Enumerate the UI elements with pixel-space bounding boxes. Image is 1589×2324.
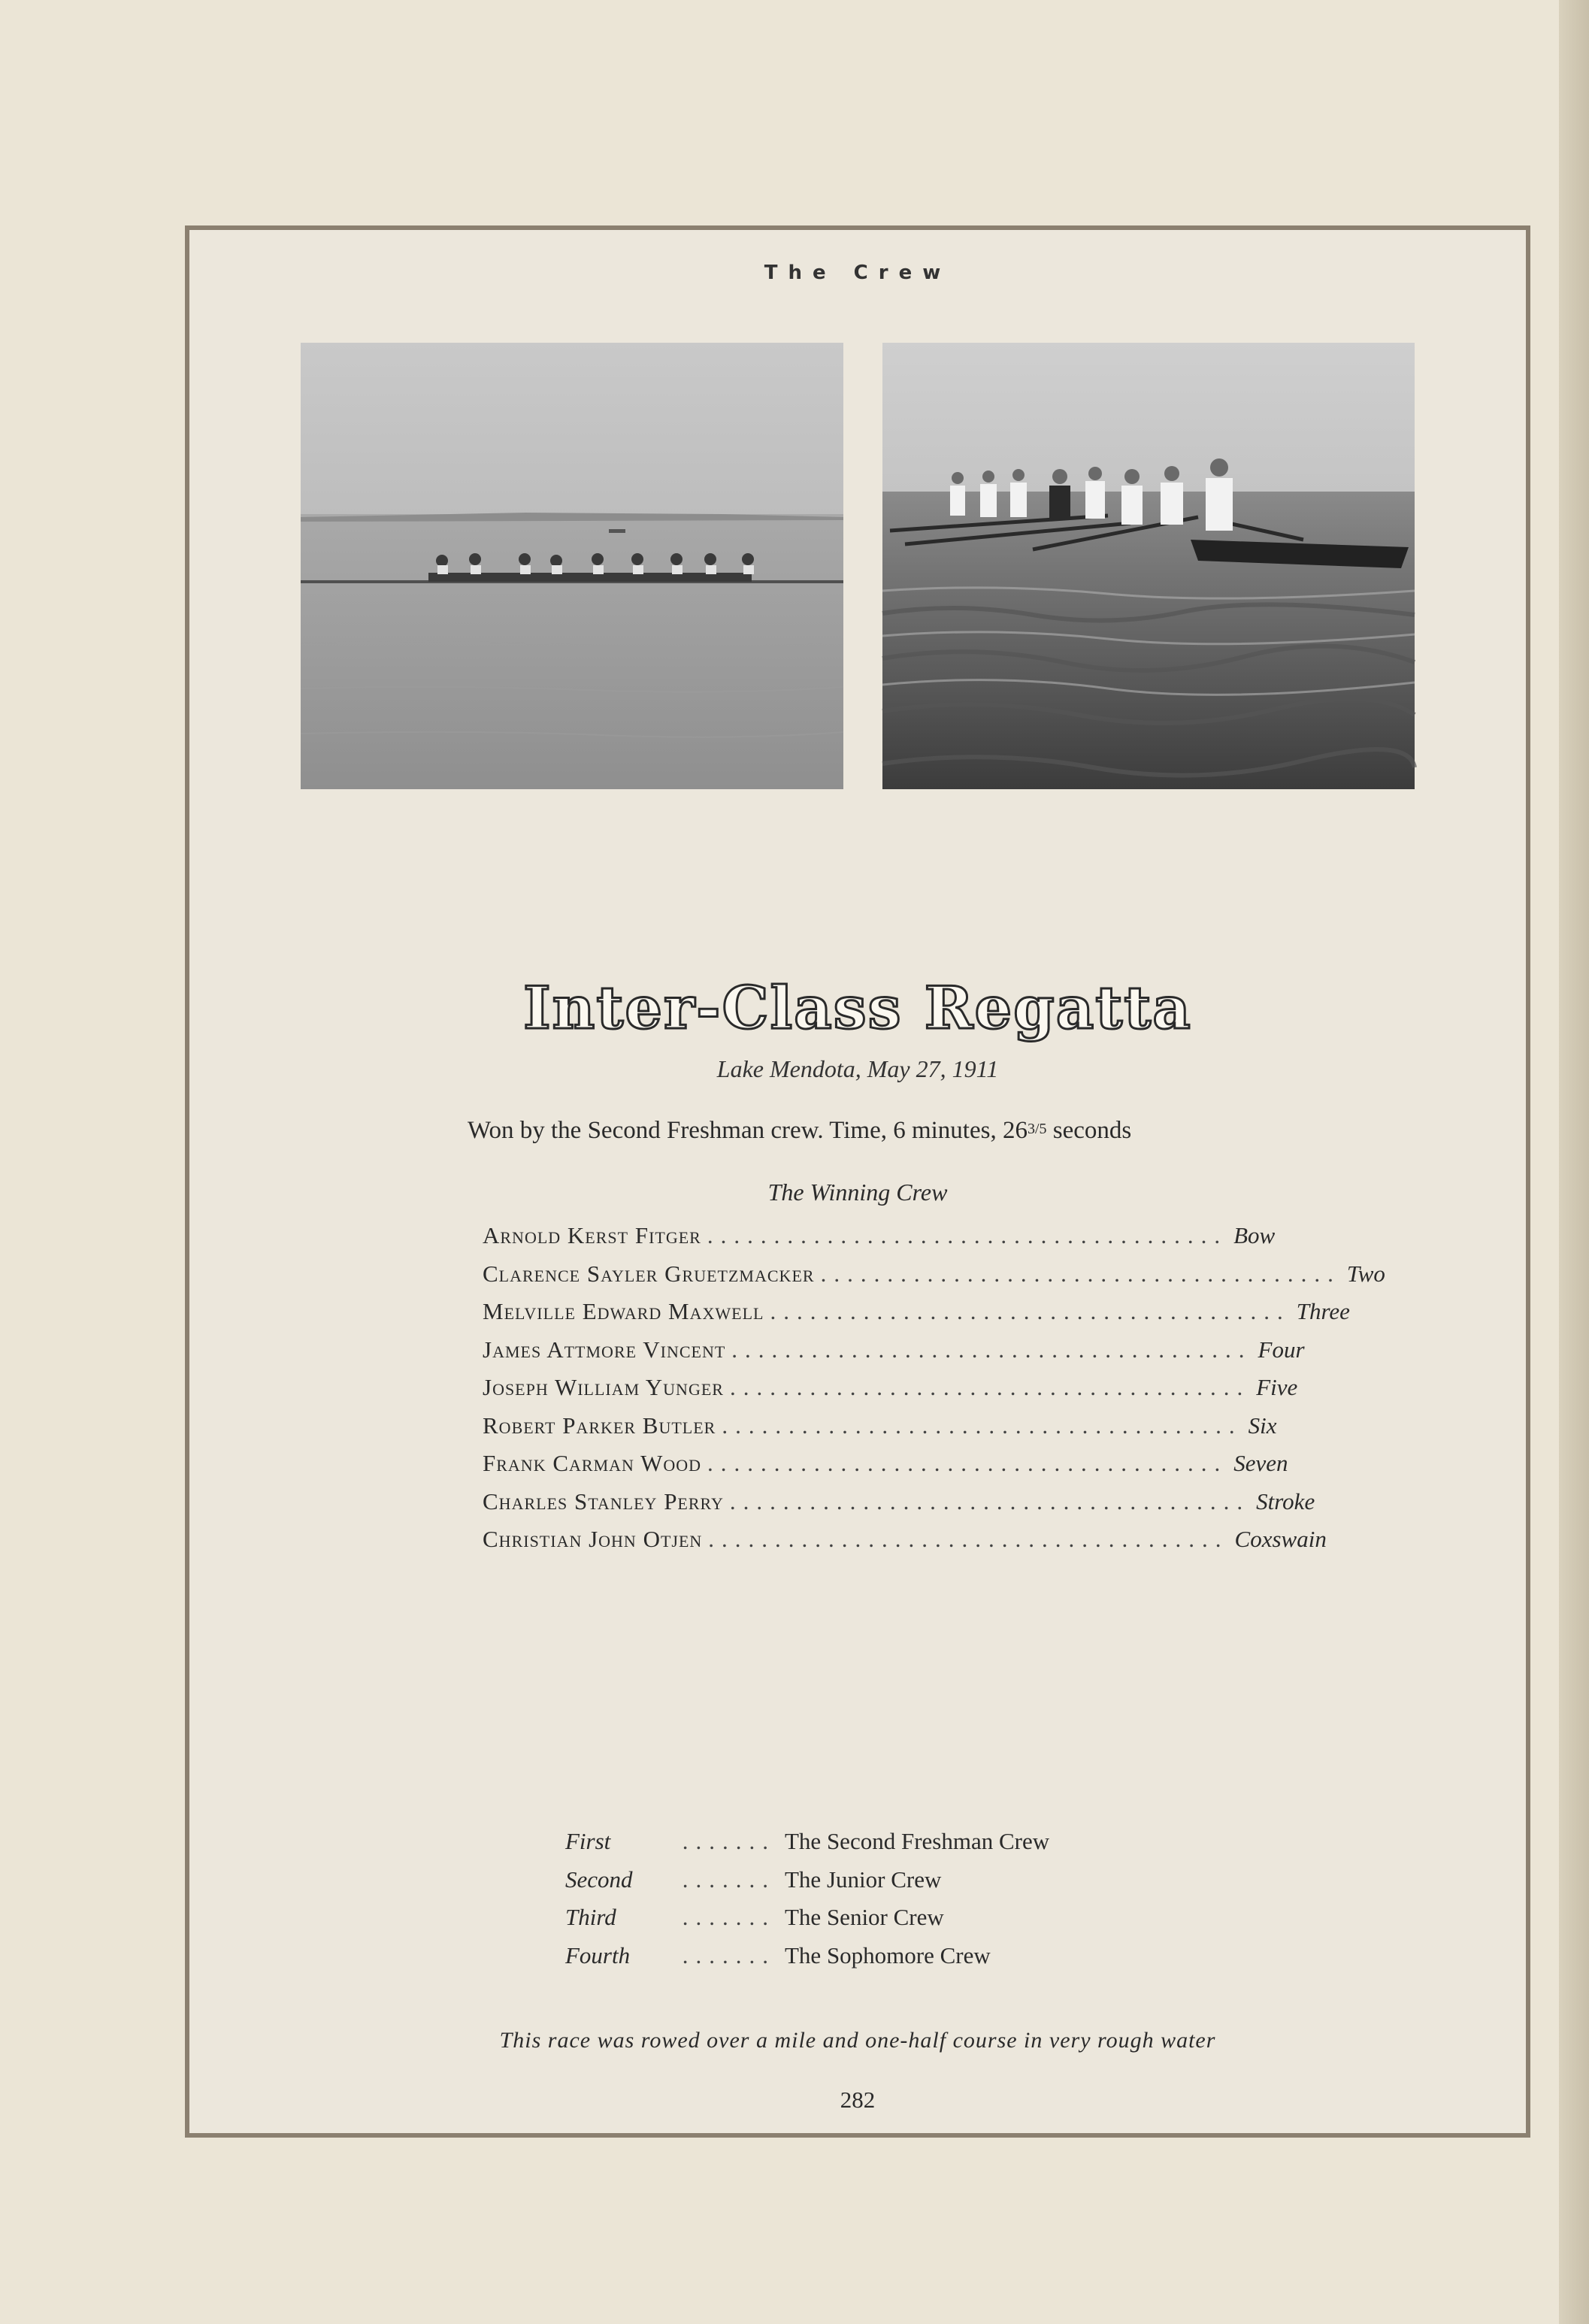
race-result [468,1117,1445,1145]
placing-row [565,1828,1167,1866]
crew-position: Five [1256,1374,1298,1400]
leader-dots: ....... [682,1904,776,1930]
crew-position: Coxswain [1234,1526,1327,1552]
leader-dots: ....... [682,1866,776,1893]
placing-label: Fourth [565,1941,631,1968]
crew-position: Three [1296,1298,1350,1324]
leader-dots: ....................................... [729,1374,1251,1400]
rowing-photo-left [301,343,843,789]
crew-position: Six [1248,1412,1277,1439]
running-head: The Crew [764,262,952,284]
roster-row [483,1412,1277,1451]
page-edge [1559,0,1589,2324]
race-result-fraction: 3/5 [1027,1121,1047,1137]
placing-team: The Sophomore Crew [785,1941,991,1968]
placing-team: The Junior Crew [785,1866,942,1893]
regatta-title: Inter-Class Regatta [523,974,1192,1042]
placing-label: First [565,1828,611,1854]
placing-row [565,1904,1167,1942]
leader-dots: ....................................... [722,1412,1242,1439]
crew-member-name: Melville Edward Maxwell [483,1298,764,1324]
leader-dots: ....................................... [820,1260,1341,1287]
roster-row [483,1487,1315,1527]
leader-dots: ....................................... [731,1336,1252,1363]
race-placings [565,1828,1167,1980]
leader-dots: ....................................... [729,1487,1251,1515]
crew-member-name: James Attmore Vincent [483,1336,726,1363]
leader-dots: ....................................... [707,1222,1228,1248]
crew-member-name: Frank Carman Wood [483,1450,702,1476]
leader-dots: ....................................... [770,1298,1291,1324]
leader-dots: ....................................... [708,1526,1229,1552]
rowing-photo-right [882,343,1415,789]
crew-roster [483,1222,1385,1564]
page-number: 282 [840,2086,876,2113]
placing-row [565,1866,1167,1905]
crew-position: Two [1346,1260,1385,1287]
crew-member-name: Christian John Otjen [483,1526,703,1552]
roster-row [483,1336,1305,1375]
crew-member-name: Clarence Sayler Gruetzmacker [483,1260,815,1287]
crew-member-name: Arnold Kerst Fitger [483,1222,701,1248]
regatta-subtitle: Lake Mendota, May 27, 1911 [716,1055,999,1082]
placing-team: The Senior Crew [785,1904,944,1930]
placing-label: Third [565,1904,616,1930]
roster-row [483,1374,1298,1412]
leader-dots: ....................................... [707,1450,1228,1476]
roster-row [483,1260,1385,1299]
leader-dots: ....... [682,1941,776,1968]
crew-member-name: Robert Parker Butler [483,1412,716,1439]
crew-member-name: Joseph William Yunger [483,1374,724,1400]
race-result-unit: seconds [1046,1117,1132,1144]
winning-crew-heading: The Winning Crew [767,1179,948,1206]
roster-row [483,1222,1276,1260]
crew-member-name: Charles Stanley Perry [483,1487,724,1515]
placing-row [565,1942,1167,1981]
leader-dots: ....... [682,1828,776,1854]
crew-position: Seven [1233,1450,1288,1476]
crew-position: Bow [1233,1222,1276,1248]
race-result-text: Won by the Second Freshman crew. Time, 6 minutes, 26 [468,1117,1028,1144]
roster-row [483,1298,1350,1336]
placing-label: Second [565,1866,633,1893]
crew-position: Four [1258,1336,1305,1363]
roster-row [483,1526,1327,1564]
page-frame [185,225,1530,2138]
roster-row [483,1450,1288,1488]
crew-position: Stroke [1256,1487,1315,1515]
placing-team: The Second Freshman Crew [785,1828,1050,1854]
race-note: This race was rowed over a mile and one-half course in very rough water [499,2028,1216,2053]
